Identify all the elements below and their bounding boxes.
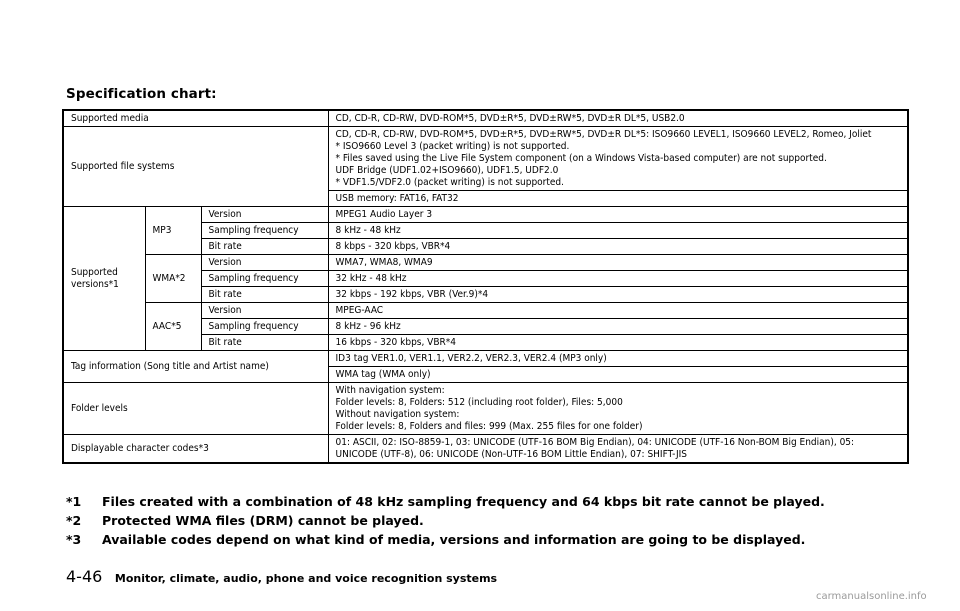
param-label: Version: [201, 255, 328, 271]
param-value: 8 kHz - 96 kHz: [328, 319, 908, 335]
format-label-wma: WMA*2: [145, 255, 201, 303]
row-label-tag-information: Tag information (Song title and Artist name): [63, 351, 328, 383]
cell-line: * ISO9660 Level 3 (packet writing) is not supported.: [335, 141, 570, 152]
footnote-text: Protected WMA files (DRM) cannot be played.: [102, 513, 424, 528]
param-value: 32 kbps - 192 kbps, VBR (Ver.9)*4: [328, 287, 908, 303]
cell-file-systems-usb: USB memory: FAT16, FAT32: [328, 191, 908, 207]
cell-line: Without navigation system:: [335, 409, 460, 420]
cell-line: Supported: [71, 267, 118, 278]
param-value: 16 kbps - 320 kbps, VBR*4: [328, 335, 908, 351]
row-label-character-codes: Displayable character codes*3: [63, 435, 328, 464]
format-label-aac: AAC*5: [145, 303, 201, 351]
footnote-mark: *1: [66, 494, 82, 509]
table-row: [63, 303, 908, 319]
cell-line: UDF Bridge (UDF1.02+ISO9660), UDF1.5, UDF2.0: [335, 165, 559, 176]
cell-file-systems-disc: [328, 127, 908, 191]
page-heading: Specification chart:: [66, 86, 217, 102]
table-row: [63, 255, 908, 271]
cell-tag-wma: WMA tag (WMA only): [328, 367, 908, 383]
table-row: [63, 207, 908, 223]
cell-tag-id3: ID3 tag VER1.0, VER1.1, VER2.2, VER2.3, VER2.4 (MP3 only): [328, 351, 908, 367]
table-row: [63, 435, 908, 464]
param-value: MPEG1 Audio Layer 3: [328, 207, 908, 223]
cell-line: 01: ASCII, 02: ISO-8859-1, 03: UNICODE (UTF-16 BOM Big Endian), 04: UNICODE (UTF-16 Non-BOM Big Endian), 05:: [335, 437, 855, 448]
param-value: 32 kHz - 48 kHz: [328, 271, 908, 287]
table-row: [63, 127, 908, 191]
cell-supported-media: CD, CD-R, CD-RW, DVD-ROM*5, DVD±R*5, DVD±RW*5, DVD±R DL*5, USB2.0: [328, 110, 908, 127]
param-value: 8 kbps - 320 kbps, VBR*4: [328, 239, 908, 255]
param-label: Version: [201, 207, 328, 223]
footnote: [66, 494, 825, 509]
param-label: Bit rate: [201, 239, 328, 255]
footnote-mark: *3: [66, 532, 82, 547]
cell-line: * VDF1.5/VDF2.0 (packet writing) is not supported.: [335, 177, 564, 188]
format-label-mp3: MP3: [145, 207, 201, 255]
cell-line: With navigation system:: [335, 385, 445, 396]
table-row: [63, 351, 908, 367]
page-footer: [66, 567, 497, 586]
param-value: WMA7, WMA8, WMA9: [328, 255, 908, 271]
cell-folder-levels: [328, 383, 908, 435]
table-row: [63, 383, 908, 435]
row-label-folder-levels: Folder levels: [63, 383, 328, 435]
row-label-file-systems: Supported file systems: [63, 127, 328, 207]
param-value: MPEG-AAC: [328, 303, 908, 319]
watermark: carmanualsonline.info: [816, 591, 927, 602]
param-label: Sampling frequency: [201, 223, 328, 239]
param-label: Bit rate: [201, 287, 328, 303]
row-label-supported-versions: [63, 207, 145, 351]
footnote: [66, 513, 424, 528]
cell-line: UNICODE (UTF-8), 06: UNICODE (Non-UTF-16 BOM Little Endian), 07: SHIFT-JIS: [335, 449, 687, 460]
cell-line: CD, CD-R, CD-RW, DVD-ROM*5, DVD±R*5, DVD±RW*5, DVD±R DL*5: ISO9660 LEVEL1, ISO9660 LEVEL2, Romeo, Joliet: [335, 129, 872, 140]
page-number: 4-46: [66, 567, 103, 586]
footnote: [66, 532, 805, 547]
footnote-text: Available codes depend on what kind of media, versions and information are going to be displayed.: [102, 532, 806, 547]
row-label-supported-media: Supported media: [63, 110, 328, 127]
param-label: Sampling frequency: [201, 319, 328, 335]
param-label: Version: [201, 303, 328, 319]
specification-table: [62, 109, 909, 464]
section-title: Monitor, climate, audio, phone and voice recognition systems: [114, 572, 498, 585]
footnote-mark: *2: [66, 513, 82, 528]
table-row: [63, 110, 908, 127]
footnote-text: Files created with a combination of 48 kHz sampling frequency and 64 kbps bit rate cannot be played.: [102, 494, 825, 509]
param-label: Sampling frequency: [201, 271, 328, 287]
param-label: Bit rate: [201, 335, 328, 351]
cell-line: versions*1: [71, 279, 119, 290]
cell-line: * Files saved using the Live File System component (on a Windows Vista-based computer) are not supported.: [335, 153, 827, 164]
cell-line: Folder levels: 8, Folders: 512 (including root folder), Files: 5,000: [335, 397, 623, 408]
param-value: 8 kHz - 48 kHz: [328, 223, 908, 239]
cell-character-codes: [328, 435, 908, 464]
cell-line: Folder levels: 8, Folders and files: 999 (Max. 255 files for one folder): [335, 421, 643, 432]
